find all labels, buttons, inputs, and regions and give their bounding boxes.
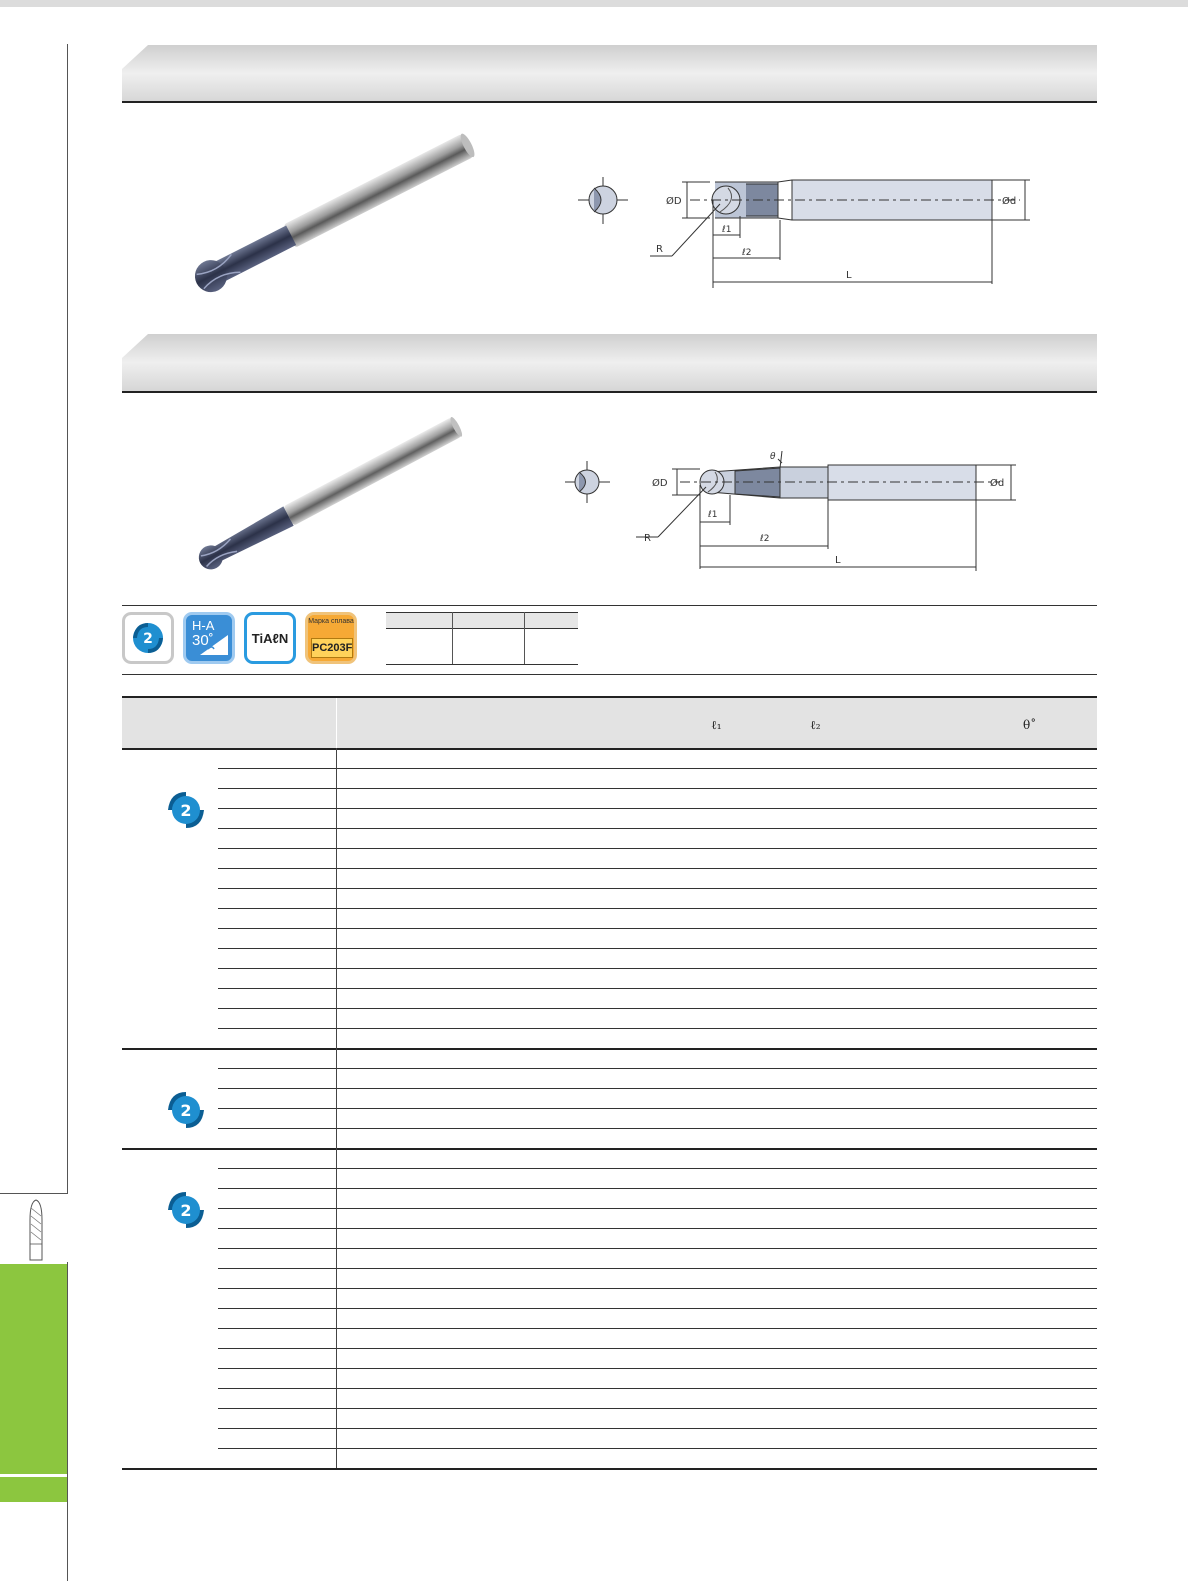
table-row (218, 1008, 1097, 1009)
drawing1-label-d: Ød (1002, 196, 1017, 207)
group-separator (122, 1148, 1097, 1150)
table-row (218, 1368, 1097, 1369)
table-row (218, 1188, 1097, 1189)
icons-top-rule (122, 605, 1097, 606)
banner-2-rule (122, 391, 1097, 393)
left-margin-line (67, 1262, 68, 1581)
section-banner-1 (122, 45, 1097, 102)
table-row (218, 1268, 1097, 1269)
drawing1-label-l1: ℓ1 (722, 225, 732, 235)
coating-label: TiAℓN (251, 630, 289, 646)
left-margin-frame (0, 44, 68, 1194)
svg-text:2: 2 (180, 801, 192, 820)
flutes-icon (122, 612, 174, 664)
table-row (218, 828, 1097, 829)
section-tab (0, 1264, 68, 1502)
table-row (218, 888, 1097, 889)
grade-caption: Марка сплава (308, 618, 354, 625)
top-bar (0, 0, 1188, 7)
drawing2-label-theta: θ (770, 452, 776, 462)
flutes-badge-icon (164, 1088, 208, 1137)
icons-bottom-rule (122, 674, 1097, 675)
table-row (218, 1108, 1097, 1109)
table-row (218, 1288, 1097, 1289)
endmill-photo-2 (160, 416, 470, 591)
header-theta: θ˚ (1023, 718, 1037, 732)
helix-value: 30˚ (192, 632, 214, 649)
table-row (218, 928, 1097, 929)
table-row (218, 1028, 1097, 1029)
table-row (218, 908, 1097, 909)
group-separator (122, 1468, 1097, 1470)
table-row (218, 1248, 1097, 1249)
table-row (218, 1128, 1097, 1129)
table-row (218, 868, 1097, 869)
drawing1-label-R: R (656, 244, 663, 255)
table-row (218, 968, 1097, 969)
table-row (218, 1388, 1097, 1389)
helix-angle-icon (183, 612, 235, 664)
flutes-badge-icon (164, 1188, 208, 1237)
table-row (218, 808, 1097, 809)
table-row (218, 1408, 1097, 1409)
table-row (218, 1228, 1097, 1229)
table-row (218, 988, 1097, 989)
table-row (218, 1348, 1097, 1349)
endmill-photo-1 (160, 130, 490, 310)
banner-1-rule (122, 101, 1097, 103)
flutes-icon-count: 2 (143, 631, 153, 647)
table-row (218, 1328, 1097, 1329)
table-row (218, 1448, 1097, 1449)
table-row (218, 948, 1097, 949)
tolerance-table (386, 612, 578, 665)
ball-endmill-icon (24, 1198, 48, 1269)
table-row (218, 1308, 1097, 1309)
carbide-grade-icon (305, 612, 357, 664)
drawing2-label-l2: ℓ2 (760, 534, 770, 544)
drawing2-label-d: Ød (990, 478, 1005, 489)
group-separator (122, 1048, 1097, 1050)
table-header (122, 696, 1097, 748)
coating-icon (244, 612, 296, 664)
table-row (218, 1168, 1097, 1169)
drawing2-label-R: R (644, 533, 651, 544)
helix-label: H-A (192, 618, 215, 633)
table-top-rule (122, 748, 1097, 750)
drawing2-label-L: L (835, 555, 841, 566)
tech-drawing-1 (570, 160, 1040, 305)
drawing2-label-D: ØD (652, 478, 668, 489)
svg-text:2: 2 (180, 1101, 192, 1120)
table-row (218, 1428, 1097, 1429)
column-divider (336, 1148, 337, 1468)
flutes-badge-icon (164, 788, 208, 837)
svg-text:2: 2 (180, 1201, 192, 1220)
table-row (218, 788, 1097, 789)
column-divider (336, 1048, 337, 1148)
table-row (218, 1068, 1097, 1069)
tech-drawing-2 (560, 445, 1030, 585)
drawing2-label-l1: ℓ1 (708, 510, 718, 520)
table-row (218, 1088, 1097, 1089)
table-row (218, 768, 1097, 769)
table-row (218, 848, 1097, 849)
column-divider (336, 748, 337, 1048)
header-l2: ℓ₂ (810, 718, 821, 732)
drawing1-label-L: L (846, 270, 852, 281)
drawing1-label-D: ØD (666, 196, 682, 207)
drawing1-label-l2: ℓ2 (742, 248, 752, 258)
header-l1: ℓ₁ (711, 718, 722, 732)
section-banner-2 (122, 334, 1097, 391)
grade-value: PC203F (311, 638, 353, 658)
table-row (218, 1208, 1097, 1209)
